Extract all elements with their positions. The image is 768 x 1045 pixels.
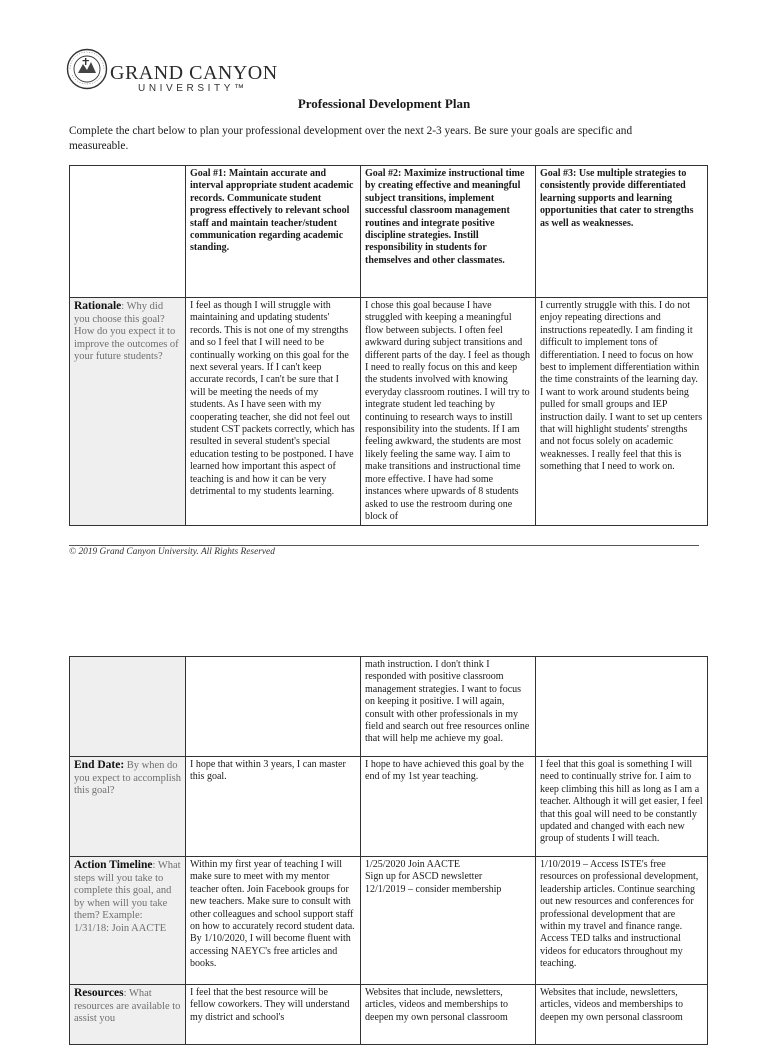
action-timeline-goal-2: 1/25/2020 Join AACTE Sign up for ASCD newsletter 12/1/2019 – consider membership <box>361 857 536 985</box>
end-date-goal-3: I feel that this goal is something I will need to continually strive for. I aim to keep climbing this hill as long as I am a teacher. Although it will get easier, I feel that this goal will need to be constantly updated and changed with each new group of students I will teach. <box>536 757 708 857</box>
rationale-goal-2: I chose this goal because I have struggled with keeping a meaningful flow between subjects. I often feel awkward during subject transitions and different parts of the day. I feel as though I need to really focus on this and keep the students involved with knowing everyday classroom routines. I will try to integrate student led teaching by continuing to research ways to instill responsibility into the students. If I am feeling awkward, the students are most likely feeling the same way. I aim to make transitions and instructional time more effective. I have had some instances where upwards of 8 students asked to use the restroom during one block of <box>361 298 536 526</box>
plan-table-page-1 <box>69 165 708 526</box>
action-timeline-example: 1/31/18: Join AACTE <box>74 922 167 934</box>
intro-text: Complete the chart below to plan your professional development over the next 2-3 years. Be sure your goals are specific and measureable. <box>69 125 633 152</box>
rationale-goal-1: I feel as though I will struggle with maintaining and updating students' records. This is not one of my strengths and so I feel that I will need to be continually working on this goal for the next several years. If I can't keep accurate records, I can't be sure that I will be meeting the needs of my students. As I have seen with my cooperating teacher, she did not feel out student CST packets correctly, which has resulted in several student's special education testing to be postponed. I have learned how important this aspect of teaching is and how it can be very detrimental to my students learning. <box>186 298 361 526</box>
university-seal-icon <box>66 48 108 90</box>
rationale-header-cell <box>70 298 186 526</box>
end-date-goal-1: I hope that within 3 years, I can master this goal. <box>186 757 361 857</box>
org-subtitle: UNIVERSITY™ <box>138 83 248 94</box>
action-timeline-header-cell <box>70 857 186 985</box>
action-timeline-title: Action Timeline <box>74 859 153 871</box>
university-logo <box>66 48 278 100</box>
action-timeline-row <box>70 857 708 985</box>
rationale-continued-goal-2: math instruction. I don't think I responded with positive classroom management strategies. I want to focus on keeping it positive. I will again, consult with other professionals in my field and search out free resources online that will help me achieve my goal. <box>361 657 536 757</box>
footer-divider <box>69 545 699 546</box>
goal-1-cell: Goal #1: Maintain accurate and interval appropriate student academic records. Communicate student progress effectively to relevant school staff and maintain teacher/student communication regarding academic standing. <box>186 166 361 298</box>
resources-goal-1: I feel that the best resource will be fellow coworkers. They will understand my district and school's <box>186 985 361 1045</box>
plan-table-page-2 <box>69 656 708 1045</box>
empty-rowhead-cell <box>70 657 186 757</box>
end-date-goal-2: I hope to have achieved this goal by the end of my 1st year teaching. <box>361 757 536 857</box>
goal-3-cell: Goal #3: Use multiple strategies to consistently provide differentiated learning supports and learning opportunities that cater to strengths as well as weaknesses. <box>536 166 708 298</box>
rationale-continued-goal-1 <box>186 657 361 757</box>
end-date-question: By when do you expect to accomplish this goal? <box>74 760 182 797</box>
end-date-row <box>70 757 708 857</box>
resources-question: : What resources are available to assist you <box>74 988 181 1025</box>
rationale-continued-row <box>70 657 708 757</box>
action-timeline-goal-1: Within my first year of teaching I will make sure to meet with my mentor teacher often. Join Facebook groups for new teachers. Make sure to consult with other colleagues and school support staff on how to accurately record student data. By 1/10/2020, I will become fluent with accessing NAEYC's free articles and books. <box>186 857 361 985</box>
rationale-continued-goal-3 <box>536 657 708 757</box>
action-timeline-question: : What steps will you take to complete this goal, and by when will you take them? Example: <box>74 860 181 922</box>
copyright-text: © 2019 Grand Canyon University. All Rights Reserved <box>69 547 275 557</box>
org-name: GRAND CANYON <box>110 62 278 84</box>
empty-corner-cell <box>70 166 186 298</box>
end-date-title: End Date: <box>74 759 125 771</box>
resources-goal-2: Websites that include, newsletters, articles, videos and memberships to deepen my own personal classroom <box>361 985 536 1045</box>
action-timeline-goal-3: 1/10/2019 – Access ISTE's free resources on professional development, leadership articles. Continue searching out new resources and conferences for professional development that are within my travel and finance range. Access TED talks and instructional videos for educators throughout my teaching. <box>536 857 708 985</box>
resources-header-cell <box>70 985 186 1045</box>
page-title: Professional Development Plan <box>297 96 471 111</box>
goals-row <box>70 166 708 298</box>
resources-row <box>70 985 708 1045</box>
rationale-question: : Why did you choose this goal? How do you expect it to improve the outcomes of your future students? <box>74 301 179 363</box>
goal-2-cell: Goal #2: Maximize instructional time by creating effective and meaningful subject transitions, implement successful classroom management routines and integrate positive discipline strategies. Instill responsibility in students for themselves and other classmates. <box>361 166 536 298</box>
rationale-title: Rationale <box>74 300 122 312</box>
end-date-header-cell <box>70 757 186 857</box>
resources-title: Resources <box>74 987 124 999</box>
rationale-row <box>70 298 708 526</box>
rationale-goal-3: I currently struggle with this. I do not enjoy repeating directions and instructions repeatedly. I am finding it difficult to implement tons of differentiation. I need to focus on how best to implement differentiation within the time constraints of the learning day. I want to work around students being pulled for small groups and IEP instruction daily. I want to set up centers that will highlight students' strengths and not focus solely on academic weaknesses. I really feel that this is something that I need to work on. <box>536 298 708 526</box>
resources-goal-3: Websites that include, newsletters, articles, videos and memberships to deepen my own personal classroom <box>536 985 708 1045</box>
